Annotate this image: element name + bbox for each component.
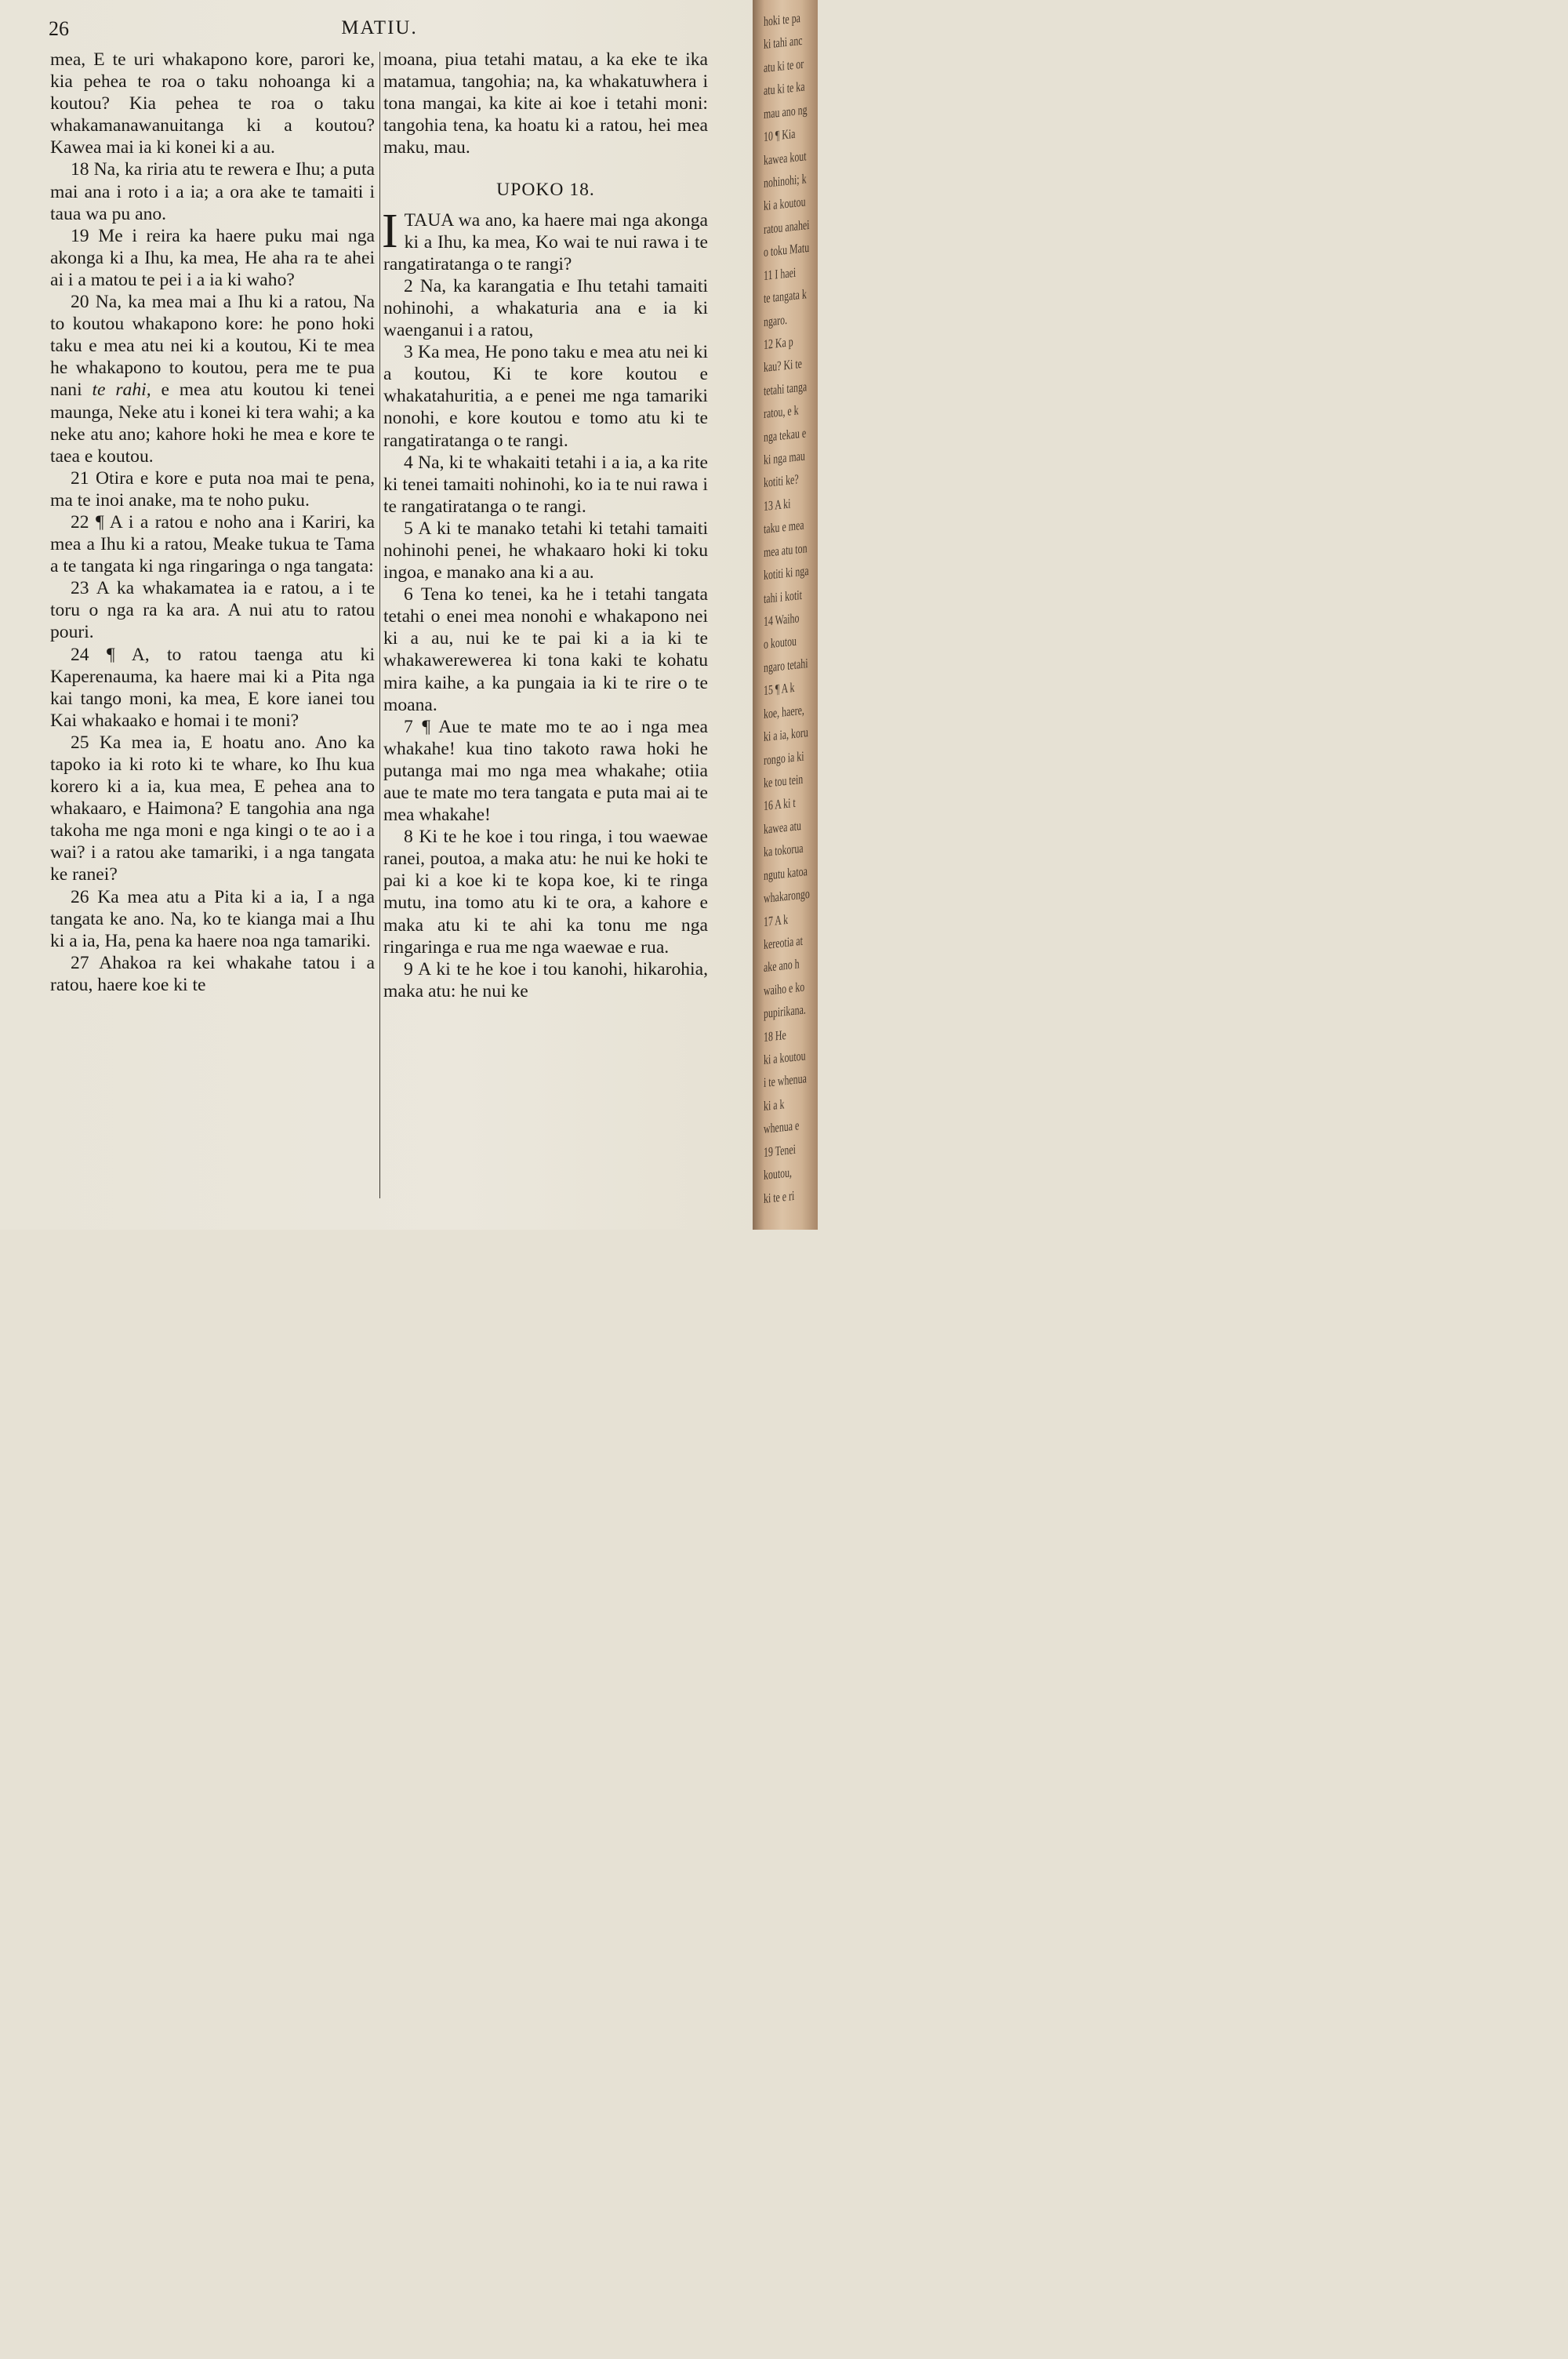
facing-page-fragment: ka tokorua bbox=[764, 840, 804, 860]
facing-page-fragment: mau ano ng bbox=[764, 101, 808, 122]
facing-page-fragment: ngaro tetahi bbox=[764, 655, 808, 675]
facing-page-fragment: kawea kout bbox=[764, 147, 807, 168]
italic-text: te rahi, bbox=[92, 380, 151, 401]
facing-page-fragment: ake ano h bbox=[764, 956, 800, 976]
verse-paragraph bbox=[50, 291, 375, 467]
facing-page-fragment: 11 I haei bbox=[764, 264, 797, 283]
chapter-heading: UPOKO 18. bbox=[496, 180, 595, 201]
facing-page-fragment: ratou anahei bbox=[764, 216, 810, 237]
drop-cap: I bbox=[382, 204, 398, 258]
facing-page-fragment: mea atu ton bbox=[764, 540, 808, 560]
verse-paragraph: 18 Na, ka riria atu te rewera e Ihu; a puta mai ana i roto i a ia; a ora ake te tamaiti i taua wa pu ano. bbox=[50, 159, 375, 224]
facing-page-fragment: tetahi tanga bbox=[764, 378, 808, 398]
running-title: MATIU. bbox=[341, 17, 418, 38]
facing-page-fragment: 10 ¶ Kia bbox=[764, 125, 796, 145]
facing-page-fragment: pupirikana. bbox=[764, 1001, 806, 1022]
verse-paragraph: 5 A ki te manako tetahi ki tetahi tamaiti nohinohi penei, he whakaaro hoki ki toku ingoa, e manako ana ki a au. bbox=[383, 518, 708, 583]
verse-text: TAUA wa ano, ka haere mai nga akonga ki a Ihu, ka mea, Ko wai te nui rawa i te rangatiratanga o te rangi? bbox=[383, 209, 708, 274]
facing-page-fragment: nohinohi; k bbox=[764, 171, 807, 191]
verse-text: e mea atu koutou ki tenei maunga, Neke atu i konei ki tera wahi; a ka neke atu ano; kahore hoki he mea e kore te taea e koutou. bbox=[50, 380, 376, 467]
facing-page-fragment: ngutu katoa bbox=[764, 863, 808, 883]
facing-page-fragment: whakarongo bbox=[764, 885, 810, 907]
facing-page-fragment: ngaro. bbox=[764, 311, 788, 329]
facing-page-fragment: kotiti ke? bbox=[764, 471, 799, 491]
verse-paragraph: 25 Ka mea ia, E hoatu ano. Ano ka tapoko ia ki roto ki te whare, ko Ihu kua korero ki a ia, kua mea, E pehea ana to whakaaro, e Haimona? E tangohia ana nga takoha me nga moni e nga kingi o te ao i a wai? i a ratou ake tamariki, i a nga tangata ke ranei? bbox=[50, 732, 375, 885]
facing-page-fragment: nga tekau e bbox=[764, 424, 807, 445]
facing-page-fragment: ki tahi anc bbox=[764, 33, 803, 53]
facing-page-fragment: taku e mea bbox=[764, 517, 804, 537]
facing-page-fragment: 13 A ki bbox=[764, 496, 791, 514]
facing-page-fragment: 17 A k bbox=[764, 911, 789, 929]
facing-page-fragment: kawea atu bbox=[764, 817, 801, 837]
facing-page-fragment: ki te e ri bbox=[764, 1187, 795, 1206]
verse-paragraph: 23 A ka whakamatea ia e ratou, a i te toru o nga ra ka ara. A nui atu to ratou pouri. bbox=[50, 578, 375, 643]
facing-page-fragment: 15 ¶ A k bbox=[764, 680, 795, 699]
verse-paragraph: 8 Ki te he koe i tou ringa, i tou waewae ranei, poutoa, a maka atu: he nui ke hoki te pai ki a koe ki te kopa koe, ki te ringa mutu, ina tomo atu ki te ora, a kahore e maka atu ki te ahi ka tonu me nga ringaringa e rua me nga waewae e rua. bbox=[383, 827, 708, 958]
verse-paragraph: 2 Na, ka karangatia e Ihu tetahi tamaiti nohinohi, a whakaturia ana e ia ki waenganui i a ratou, bbox=[383, 275, 708, 341]
facing-page-fragment: 14 Waiho bbox=[764, 610, 800, 629]
verse-paragraph: 4 Na, ki te whakaiti tetahi i a ia, a ka rite ki tenei tamaiti nohinohi, ko ia te nui rawa i te rangatiratanga o te rangi. bbox=[383, 452, 708, 517]
column-divider bbox=[379, 52, 380, 1198]
verse-paragraph: 21 Otira e kore e puta noa mai te pena, ma te inoi anake, ma te noho puku. bbox=[50, 467, 375, 511]
facing-page-fragment: ki a koutou bbox=[764, 194, 806, 214]
facing-page-fragment: i te whenua bbox=[764, 1070, 807, 1091]
verse-paragraph: 6 Tena ko tenei, ka he i tetahi tangata tetahi o enei mea nonohi e whakapono nei ki a au, nui ke te pai ki a ia ki te whakawerewerea ki tona kaki te kohatu mira kaihe, a ka pungaia ia ki te rire o te moana. bbox=[383, 584, 708, 715]
facing-page-fragment: ke tou tein bbox=[764, 771, 804, 791]
facing-page-fragment: rongo ia ki bbox=[764, 748, 804, 768]
facing-page-fragment: tahi i kotit bbox=[764, 587, 802, 606]
facing-page-fragment: o toku Matu bbox=[764, 240, 810, 260]
book-page bbox=[0, 0, 764, 1230]
verse-paragraph: 7 ¶ Aue te mate mo te ao i nga mea whakahe! kua tino takoto rawa hoki he putanga mai mo nga mea whakahe; otiia aue te mate mo tera tangata e puta mai ai te mea whakahe! bbox=[383, 716, 708, 826]
facing-page-fragment: kotiti ki nga bbox=[764, 563, 809, 583]
facing-page-fragment: o koutou bbox=[764, 634, 797, 652]
page-header bbox=[49, 17, 710, 44]
facing-page-fragment: atu ki te ka bbox=[764, 78, 805, 99]
facing-page-fragment: 12 Ka p bbox=[764, 333, 793, 352]
verse-paragraph: 24 ¶ A, to ratou taenga atu ki Kaperenauma, ka haere mai ki a Pita nga kai tango moni, ka mea, E kore ianei tou Kai whakaako e homai i te moni? bbox=[50, 644, 375, 731]
facing-page-fragment: ratou, e k bbox=[764, 402, 799, 422]
facing-page-fragment: koe, haere, bbox=[764, 702, 804, 722]
facing-page-fragment: waiho e ko bbox=[764, 979, 805, 998]
verse-text: 20 Na, ka mea mai a Ihu ki a ratou, Na to koutou whakapono kore: he pono hoki taku e mea atu nei ki a koutou, Ki te mea he whakapono to koutou, pera me te pua nani bbox=[50, 292, 375, 401]
facing-page-fragment: ki a k bbox=[764, 1096, 785, 1114]
facing-page-fragment: ki a ia, koru bbox=[764, 725, 808, 745]
facing-page-fragment: te tangata k bbox=[764, 286, 807, 307]
facing-page-fragment: kereotia at bbox=[764, 932, 803, 952]
facing-page-fragment: ki a koutou bbox=[764, 1048, 806, 1068]
verse-paragraph: 26 Ka mea atu a Pita ki a ia, I a nga tangata ke ano. Na, ko te kianga mai a Ihu ki a ia, Ha, pena ka haere noa nga tamariki. bbox=[50, 886, 375, 951]
chapter-opening bbox=[382, 204, 708, 275]
verse-paragraph: 27 Ahakoa ra kei whakahe tatou i a ratou, haere koe ki te bbox=[50, 952, 375, 995]
facing-page-fragment: atu ki te or bbox=[764, 56, 804, 75]
verse-paragraph: 19 Me i reira ka haere puku mai nga akonga ki a Ihu, ka mea, He aha ra te ahei ai i a matou te pei i a ia ki waho? bbox=[50, 225, 375, 290]
left-column bbox=[50, 49, 375, 996]
verse-paragraph: moana, piua tetahi matau, a ka eke te ika matamua, tangohia; na, ka whakatuwhera i tona mangai, ka kite ai koe i tetahi moni: tangohia tena, ka hoatu ki a ratou, hei mea maku, mau. bbox=[383, 49, 708, 158]
right-column bbox=[383, 49, 708, 1002]
page-number: 26 bbox=[49, 17, 69, 40]
facing-page-fragment: whenua e bbox=[764, 1118, 800, 1137]
verse-paragraph: 22 ¶ A i a ratou e noho ana i Kariri, ka mea a Ihu ki a ratou, Meake tukua te Tama a te tangata ki nga ringaringa o nga tangata: bbox=[50, 511, 375, 577]
facing-page-fragment: kau? Ki te bbox=[764, 356, 802, 376]
facing-page-fragment: 19 Tenei bbox=[764, 1141, 796, 1160]
facing-page-fragment: koutou, bbox=[764, 1165, 793, 1183]
facing-page-fragment: 16 A ki t bbox=[764, 795, 796, 814]
facing-page-edge bbox=[753, 0, 818, 1230]
verse-paragraph: 9 A ki te he koe i tou kanohi, hikarohia, maka atu: he nui ke bbox=[383, 958, 708, 1001]
facing-page-fragment: ki nga mau bbox=[764, 448, 805, 468]
verse-paragraph: 3 Ka mea, He pono taku e mea atu nei ki a koutou, Ki te kore koutou e whakatahuritia, a e penei me nga tamariki nonohi, e kore koutou e tomo atu ki te rangatiratanga o te rangi. bbox=[383, 342, 708, 451]
facing-page-fragment: 18 He bbox=[764, 1027, 786, 1045]
verse-paragraph: mea, E te uri whakapono kore, parori ke, kia pehea te roa o taku nohoanga ki a koutou? Kia pehea te roa o taku whakamanawanuitanga ki a koutou? Kawea mai ia ki konei ki a au. bbox=[50, 49, 375, 158]
facing-page-fragment: hoki te pa bbox=[764, 10, 800, 30]
